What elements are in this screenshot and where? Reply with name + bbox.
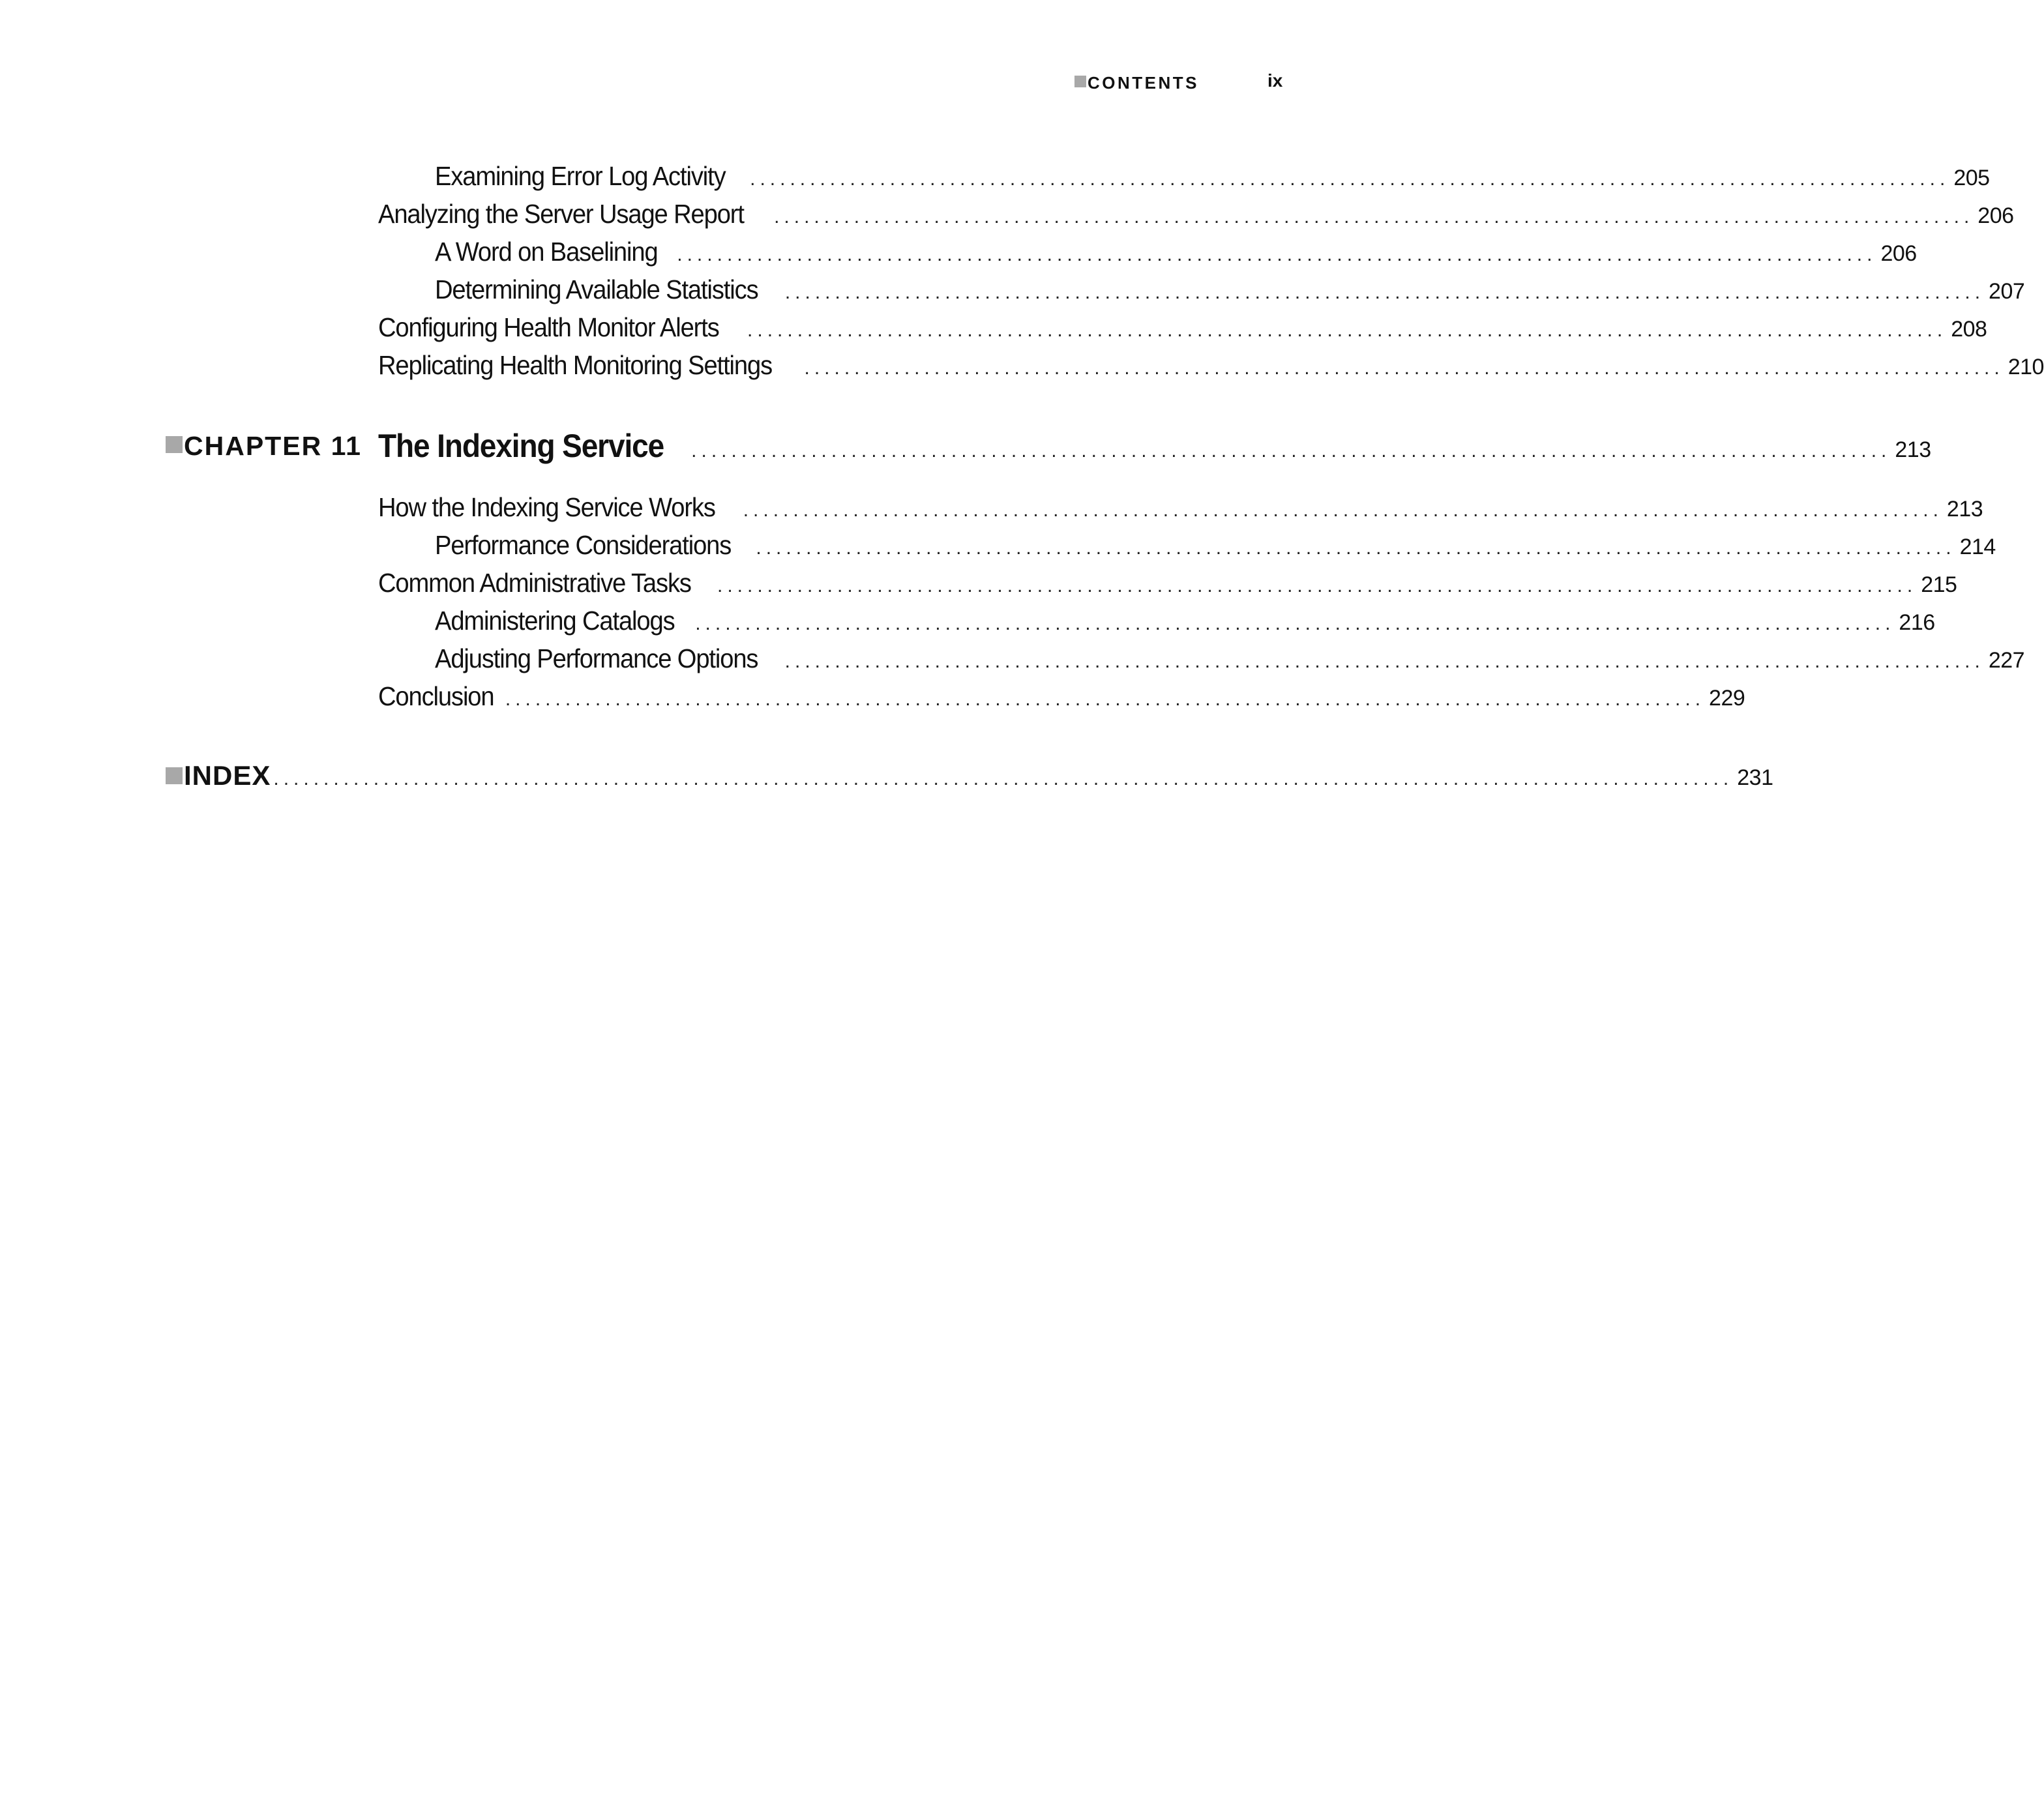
toc-entry[interactable] (435, 159, 1990, 196)
toc-entry-title: Determining Available Statistics (435, 274, 758, 304)
toc-entry-title: Conclusion (378, 681, 494, 711)
dot-leader: ........................................................................................................................ (677, 244, 1877, 265)
section-marker-square (1074, 76, 1086, 87)
toc-entry-page: 227 (1988, 648, 2025, 673)
dot-leader: ........................................................................................................................ (784, 282, 1985, 303)
toc-entry-page: 229 (1709, 686, 1745, 711)
toc-entry-title: Configuring Health Monitor Alerts (378, 312, 719, 342)
toc-entry[interactable] (435, 272, 2025, 310)
chapter-title: The Indexing Service (378, 428, 664, 464)
toc-entry-title: Adjusting Performance Options (435, 643, 758, 673)
toc-entry-page: 215 (1921, 572, 1957, 597)
index-title: INDEX (184, 760, 271, 791)
dot-leader: ........................................................................................................................ (804, 357, 2004, 379)
dot-leader: ........................................................................................................................ (691, 440, 1891, 462)
index-entry[interactable] (166, 756, 1773, 795)
dot-leader: ........................................................................................................................ (750, 168, 1950, 190)
dot-leader: ........................................................................................................................ (717, 575, 1918, 596)
index-page: 231 (1737, 765, 1773, 790)
toc-entry[interactable] (378, 679, 1745, 716)
toc-entry-title: A Word on Baselining (435, 237, 658, 267)
toc-entry-page: 206 (1880, 241, 1917, 266)
chapter-marker-square (166, 436, 183, 453)
dot-leader: ........................................................................................................................ (784, 651, 1985, 672)
toc-entry[interactable] (378, 348, 2044, 385)
toc-entry-page: 210 (2007, 355, 2044, 379)
toc-entry-title: Common Administrative Tasks (378, 568, 691, 598)
index-line (184, 756, 1773, 799)
running-header-page-number: ix (1267, 70, 1283, 91)
toc-entry-page: 206 (1977, 203, 2014, 228)
dot-leader: ........................................................................................................................ (774, 206, 1974, 228)
toc-entry[interactable] (435, 641, 2025, 679)
dot-leader: ........................................................................................................................ (756, 537, 1956, 559)
toc-entry-page: 216 (1899, 610, 1935, 635)
toc-entry[interactable] (435, 528, 1996, 565)
toc-entry-title: Performance Considerations (435, 530, 732, 560)
dot-leader: ........................................................................................................................ (747, 319, 1948, 341)
dot-leader: .................................................................................................................................................. (273, 768, 1734, 789)
dot-leader: ........................................................................................................................ (505, 688, 1706, 710)
toc-entry-title: Administering Catalogs (435, 606, 675, 636)
toc-entry[interactable] (378, 310, 1987, 347)
chapter-page: 213 (1895, 437, 1931, 462)
chapter-label: CHAPTER 11 (184, 431, 362, 461)
toc-entry-page: 214 (1959, 535, 1996, 559)
toc-entry-title: Analyzing the Server Usage Report (378, 199, 744, 229)
chapter-heading[interactable] (166, 425, 1931, 467)
toc-entry-page: 208 (1951, 317, 1987, 342)
dot-leader: ........................................................................................................................ (743, 499, 1943, 521)
running-header-section: CONTENTS (1088, 73, 1199, 93)
toc-entry-page: 205 (1953, 166, 1990, 190)
index-marker-square (166, 767, 183, 784)
running-header (1069, 68, 1291, 98)
toc-entry-title: Replicating Health Monitoring Settings (378, 350, 773, 380)
toc-entry-page: 213 (1946, 497, 1983, 522)
toc-entry[interactable] (378, 490, 1983, 527)
toc-entry[interactable] (435, 604, 1935, 641)
toc-entry[interactable] (378, 566, 1957, 603)
toc-entry-title: Examining Error Log Activity (435, 161, 726, 191)
dot-leader: ........................................................................................................................ (695, 613, 1895, 634)
chapter-title-line (378, 425, 1931, 472)
toc-entry[interactable] (378, 197, 2014, 234)
toc-entry-title: How the Indexing Service Works (378, 492, 715, 522)
toc-entry-page: 207 (1989, 279, 2025, 304)
toc-entry[interactable] (435, 235, 1917, 272)
